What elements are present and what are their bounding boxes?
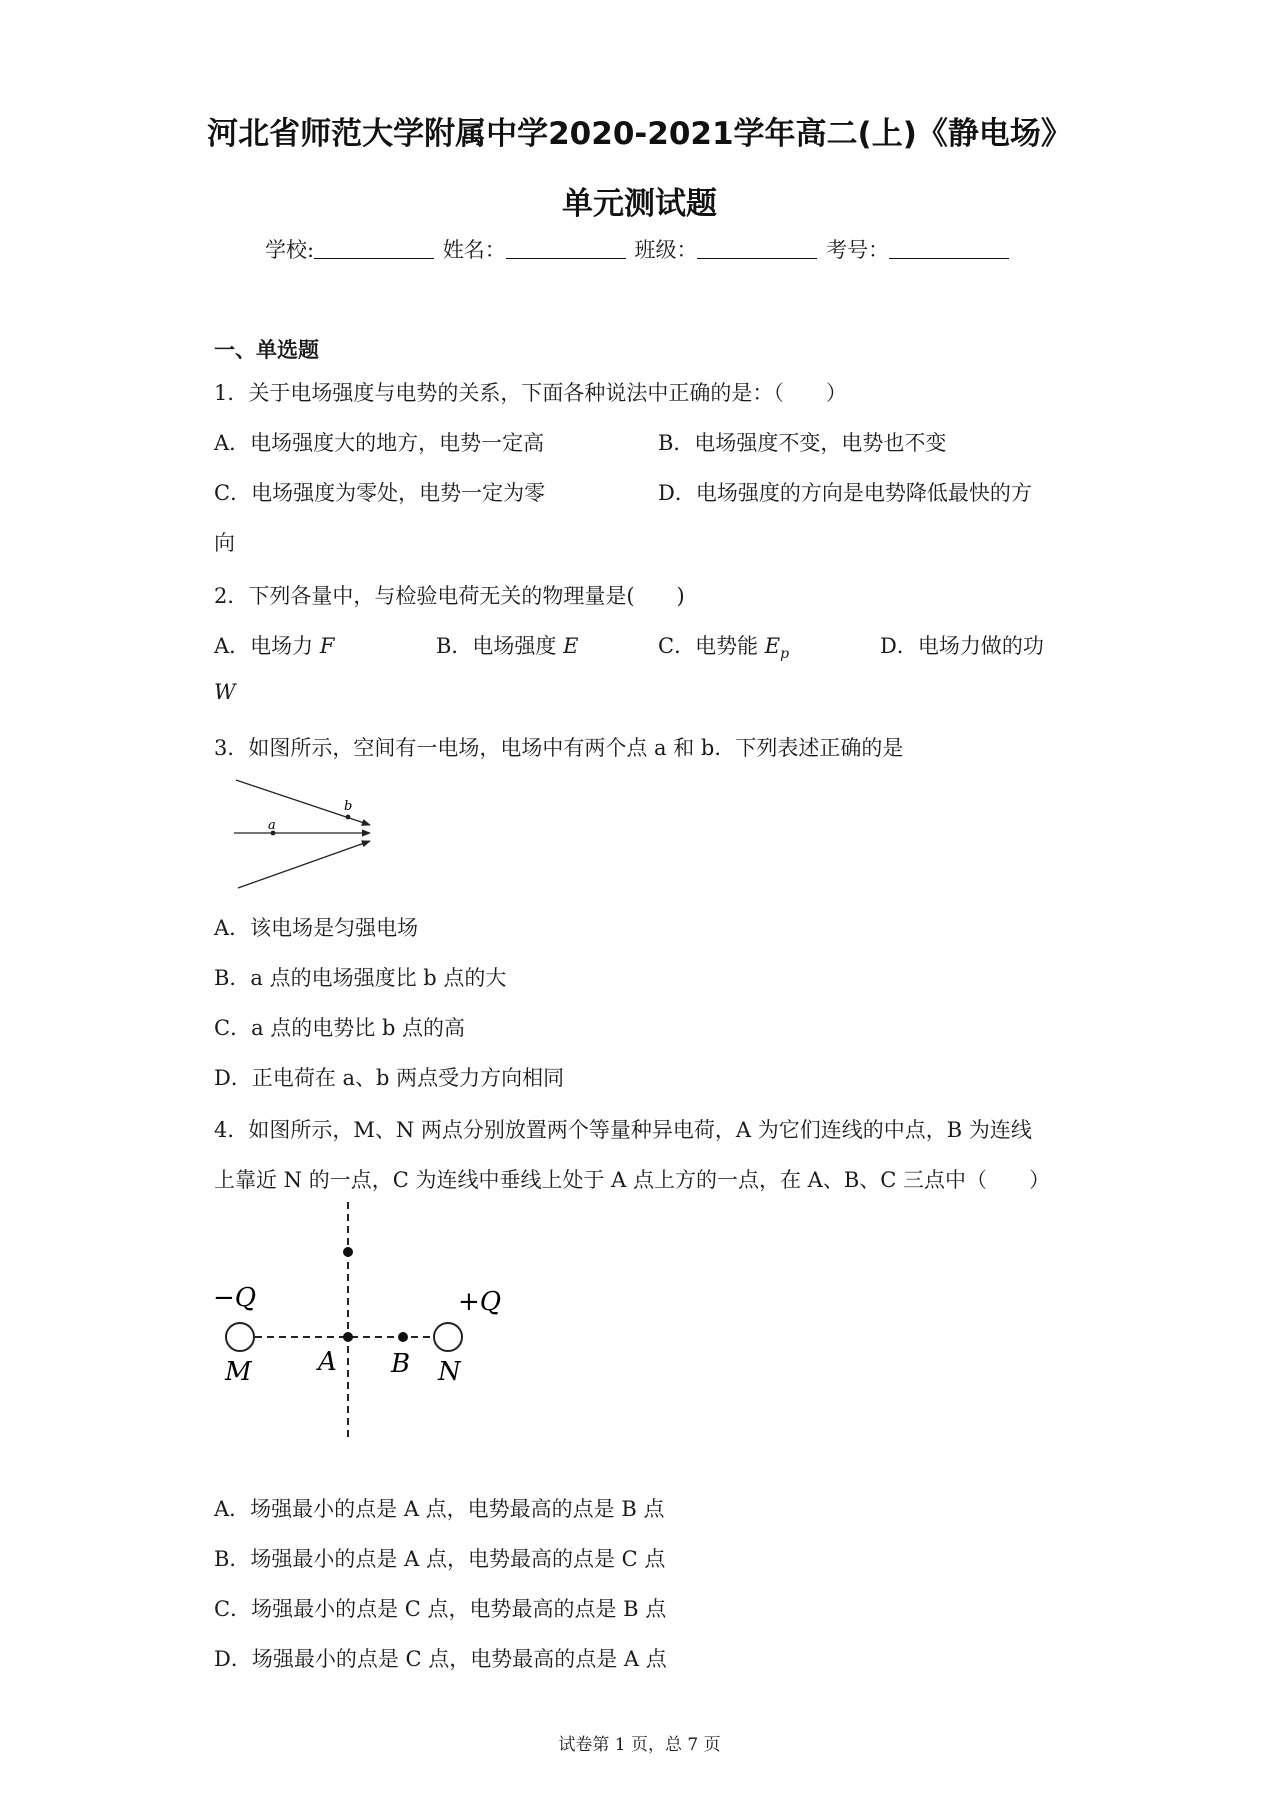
title-line-1: 河北省师范大学附属中学2020-2021学年高二(上)《静电场》: [207, 116, 1072, 152]
q4-option-c: C．场强最小的点是 C 点，电势最高的点是 B 点: [214, 1597, 667, 1621]
label-n: N: [438, 1357, 461, 1387]
q1-option-d: D．电场强度的方向是电势降低最快的方: [658, 481, 1032, 505]
point-c: [343, 1247, 353, 1257]
label-b: b: [344, 799, 353, 814]
q4-stem-line-1: 4．如图所示，M、N 两点分别放置两个等量种异电荷，A 为它们连线的中点，B 为连线: [214, 1118, 1032, 1142]
field-line-lower: [238, 841, 370, 888]
exam-no-label: 考号：: [826, 238, 890, 262]
class-label: 班级：: [634, 238, 698, 262]
label-b: B: [391, 1349, 411, 1379]
q2-option-d: D．电场力做的功: [880, 634, 1044, 658]
title-line-2: 单元测试题: [562, 186, 717, 222]
point-a: [343, 1332, 353, 1342]
q3-option-c: C．a 点的电势比 b 点的高: [214, 1016, 466, 1040]
q2-option-b: B．电场强度 E: [436, 634, 579, 658]
q3-stem: 3．如图所示，空间有一电场，电场中有两个点 a 和 b．下列表述正确的是: [214, 736, 904, 760]
label-a: A: [318, 1347, 337, 1377]
q3-field-diagram: [228, 775, 388, 895]
charge-n: [434, 1323, 462, 1351]
section-heading: 一、单选题: [214, 338, 319, 362]
q4-option-b: B．场强最小的点是 A 点，电势最高的点是 C 点: [214, 1547, 666, 1571]
label-pos-q: +Q: [458, 1287, 502, 1317]
charge-m: [226, 1323, 254, 1351]
page-footer: 试卷第 1 页，总 7 页: [558, 1735, 721, 1755]
q4-stem-line-2: 上靠近 N 的一点，C 为连线中垂线上处于 A 点上方的一点，在 A、B、C 三点中（ ）: [214, 1168, 1050, 1192]
q1-option-d-cont: 向: [214, 531, 235, 555]
exam-no-blank[interactable]: [889, 238, 1009, 259]
q1-option-a: A．电场强度大的地方，电势一定高: [214, 431, 545, 455]
school-label: 学校:: [265, 238, 315, 262]
q3-option-b: B．a 点的电场强度比 b 点的大: [214, 966, 507, 990]
label-m: M: [225, 1357, 252, 1387]
q2-option-c: C．电势能 $E_p$: [658, 634, 790, 663]
school-blank[interactable]: [314, 238, 434, 259]
name-label: 姓名：: [442, 238, 506, 262]
q4-option-d: D．场强最小的点是 C 点，电势最高的点是 A 点: [214, 1647, 667, 1671]
q1-option-b: B．电场强度不变，电势也不变: [658, 431, 947, 455]
q2-option-a: A．电场力 F: [214, 634, 335, 658]
q2-stem: 2．下列各量中，与检验电荷无关的物理量是( ): [214, 584, 685, 608]
student-info-line: [265, 234, 1011, 264]
q4-charges-diagram: [205, 1200, 515, 1440]
point-b: [398, 1332, 408, 1342]
q4-option-a: A．场强最小的点是 A 点，电势最高的点是 B 点: [214, 1497, 665, 1521]
q3-option-d: D．正电荷在 a、b 两点受力方向相同: [214, 1066, 565, 1090]
q3-option-a: A．该电场是匀强电场: [214, 916, 419, 940]
q1-option-c: C．电场强度为零处，电势一定为零: [214, 481, 546, 505]
q1-stem: 1．关于电场强度与电势的关系，下面各种说法中正确的是：（ ）: [214, 381, 847, 405]
q2-option-d-cont: W: [214, 680, 236, 704]
point-b: [346, 815, 351, 820]
label-a: a: [268, 818, 276, 833]
name-blank[interactable]: [506, 238, 626, 259]
class-blank[interactable]: [697, 238, 817, 259]
label-neg-q: −Q: [213, 1283, 257, 1313]
